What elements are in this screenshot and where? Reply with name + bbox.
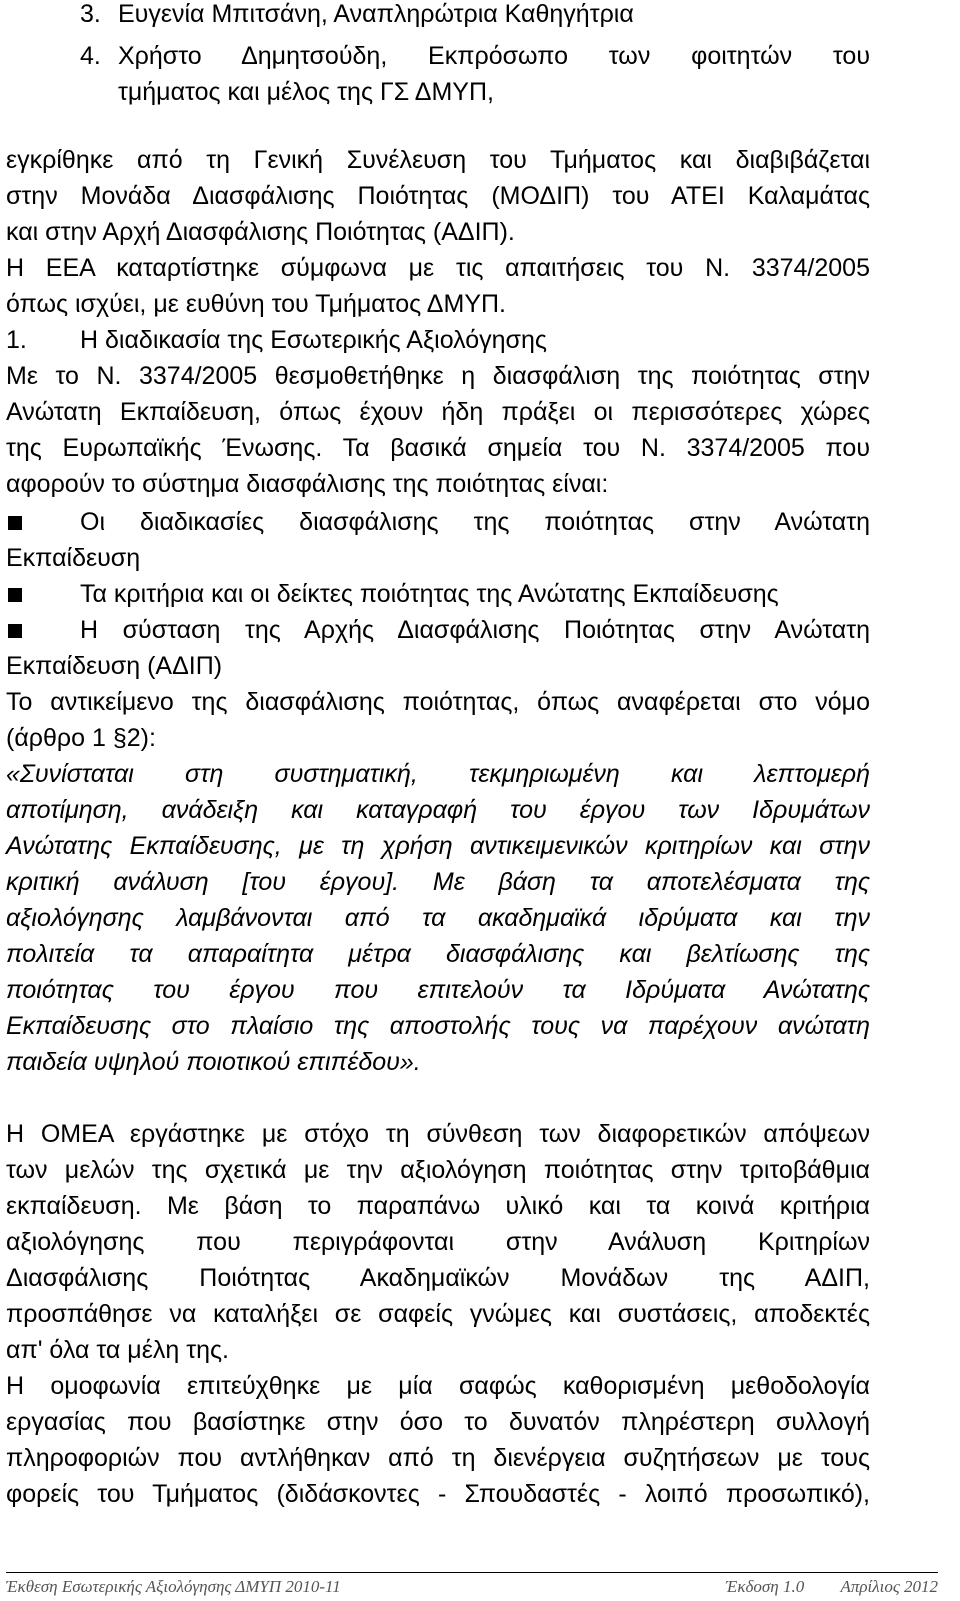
section-number: 1. — [6, 326, 27, 354]
bullet-item: Η σύσταση της Αρχής Διασφάλισης Ποιότητας στην Ανώτατη — [6, 612, 870, 648]
footer-rule — [6, 1572, 938, 1573]
paragraph-line: εγκρίθηκε από τη Γενική Συνέλευση του Τμήματος και διαβιβάζεται — [6, 146, 870, 174]
footer-edition: Έκδοση 1.0 — [725, 1577, 805, 1596]
paragraph-line: εκπαίδευση. Με βάση το παραπάνω υλικό και τα κοινά κριτήρια — [6, 1192, 870, 1220]
bullet-continuation: Εκπαίδευση (ΑΔΙΠ) — [6, 652, 223, 680]
paragraph-line: Η ΟΜΕΑ εργάστηκε με στόχο τη σύνθεση των διαφορετικών απόψεων — [6, 1120, 870, 1148]
quote-line: Εκπαίδευσης στο πλαίσιο της αποστολής τους να παρέχουν ανώτατη — [6, 1012, 870, 1040]
bullet-square-icon — [8, 516, 22, 530]
quote-line: πολιτεία τα απαραίτητα μέτρα διασφάλισης και βελτίωσης της — [6, 940, 870, 968]
list-item-4-continuation: τμήματος και μέλος της ΓΣ ΔΜΥΠ, — [118, 78, 494, 106]
paragraph-line: προσπάθησε να καταλήξει σε σαφείς γνώμες και συστάσεις, αποδεκτές — [6, 1300, 870, 1328]
section-title: Η διαδικασία της Εσωτερικής Αξιολόγησης — [80, 326, 547, 354]
quote-line: αξιολόγησης λαμβάνονται από τα ακαδημαϊκά ιδρύματα και την — [6, 904, 870, 932]
paragraph-line: αφορούν το σύστημα διασφάλισης της ποιότητας είναι: — [6, 470, 609, 498]
paragraph-line: Το αντικείμενο της διασφάλισης ποιότητας, όπως αναφέρεται στο νόμο — [6, 688, 870, 716]
quote-line: κριτική ανάλυση [του έργου]. Με βάση τα αποτελέσματα της — [6, 868, 870, 896]
paragraph-line: Διασφάλισης Ποιότητας Ακαδημαϊκών Μονάδων της ΑΔΙΠ, — [6, 1264, 870, 1292]
bullet-square-icon — [8, 588, 22, 602]
quote-line: αποτίμηση, ανάδειξη και καταγραφή του έργου των Ιδρυμάτων — [6, 796, 870, 824]
paragraph-line: απ' όλα τα μέλη της. — [6, 1336, 229, 1364]
quote-line: ποιότητας του έργου που επιτελούν τα Ιδρύματα Ανώτατης — [6, 976, 870, 1004]
quote-line: Ανώτατης Εκπαίδευσης, με τη χρήση αντικειμενικών κριτηρίων και στην — [6, 832, 870, 860]
paragraph-line: Η ομοφωνία επιτεύχθηκε με μία σαφώς καθορισμένη μεθοδολογία — [6, 1372, 870, 1400]
bullet-item: Τα κριτήρια και οι δείκτες ποιότητας της Ανώτατης Εκπαίδευσης — [6, 576, 870, 612]
paragraph-line: και στην Αρχή Διασφάλισης Ποιότητας (ΑΔΙΠ). — [6, 218, 515, 246]
paragraph-line: όπως ισχύει, με ευθύνη του Τμήματος ΔΜΥΠ. — [6, 290, 506, 318]
paragraph-line: εργασίας που βασίστηκε στην όσο το δυνατόν πληρέστερη συλλογή — [6, 1408, 870, 1436]
paragraph-line: Με το Ν. 3374/2005 θεσμοθετήθηκε η διασφάλιση της ποιότητας στην — [6, 362, 870, 390]
paragraph-line: πληροφοριών που αντλήθηκαν από τη διενέργεια συζητήσεων με τους — [6, 1444, 870, 1472]
paragraph-line: της Ευρωπαϊκής Ένωσης. Τα βασικά σημεία του Ν. 3374/2005 που — [6, 434, 870, 462]
footer-date: Απρίλιος 2012 — [840, 1577, 938, 1596]
footer-meta — [694, 1577, 938, 1597]
quote-line: παιδεία υψηλού ποιοτικού επιπέδου». — [6, 1048, 421, 1076]
document-page: 3. Ευγενία Μπιτσάνη, Αναπληρώτρια Καθηγήτρια 4. Χρήστο Δημητσούδη, Εκπρόσωπο των φοιτητών του τμήματος και μέλος της ΓΣ ΔΜΥΠ, εγκρίθηκε από τη Γενική Συνέλευση του Τμήματος και διαβιβάζεται στην Μονάδα Διασφάλισης Ποιότητας (ΜΟΔΙΠ) του ΑΤΕΙ Καλαμάτας και στην Αρχή Διασφάλισης Ποιότητας (ΑΔΙΠ). Η ΕΕΑ καταρτίστηκε σύμφωνα με τις απαιτήσεις του Ν. 3374/2005 όπως ισχύει, με ευθύνη του Τμήματος ΔΜΥΠ. 1. Η διαδικασία της Εσωτερικής Αξιολόγησης Με το Ν. 3374/2005 θεσμοθετήθηκε η διασφάλιση της ποιότητας στην Ανώτατη Εκπαίδευση, όπως έχουν ήδη πράξει οι περισσότερες χώρες της Ευρωπαϊκής Ένωσης. Τα βασικά σημεία του Ν. 3374/2005 που αφορούν το σύστημα διασφάλισης της ποιότητας είναι: Οι διαδικασίες διασφάλισης της ποιότητας στην Ανώτατη Εκπαίδευση Τα κριτήρια και οι δείκτες ποιότητας της Ανώτατης Εκπαίδευσης Η σύσταση της Αρχής Διασφάλισης Ποιότητας στην Ανώτατη Εκπαίδευση (ΑΔΙΠ) Το αντικείμενο της διασφάλισης ποιότητας, όπως αναφέρεται στο νόμο (άρθρο 1 §2): «Συνίσταται στη συστηματική, τεκμηριωμένη και λεπτομερή αποτίμηση, ανάδειξη και καταγραφή του έργου των Ιδρυμάτων Ανώτατης Εκπαίδευσης, με τη χρήση αντικειμενικών κριτηρίων και στην κριτική ανάλυση [του έργου]. Με βάση τα αποτελέσματα της αξιολόγησης λαμβάνονται από τα ακαδημαϊκά ιδρύματα και την πολιτεία τα απαραίτητα μέτρα διασφάλισης και βελτίωσης της ποιότητας του έργου που επιτελούν τα Ιδρύματα Ανώτατης Εκπαίδευσης στο πλαίσιο της αποστολής τους να παρέχουν ανώτατη παιδεία υψηλού ποιοτικού επιπέδου». Η ΟΜΕΑ εργάστηκε με στόχο τη σύνθεση των διαφορετικών απόψεων των μελών της σχετικά με την αξιολόγηση ποιότητας στην τριτοβάθμια εκπαίδευση. Με βάση το παραπάνω υλικό και τα κοινά κριτήρια αξιολόγησης που περιγράφονται στην Ανάλυση Κριτηρίων Διασφάλισης Ποιότητας Ακαδημαϊκών Μονάδων της ΑΔΙΠ, προσπάθησε να καταλήξει σε σαφείς γνώμες και συστάσεις, αποδεκτές απ' όλα τα μέλη της. Η ομοφωνία επιτεύχθηκε με μία σαφώς καθορισμένη μεθοδολογία εργασίας που βασίστηκε στην όσο το δυνατόν πληρέστερη συλλογή πληροφοριών που αντλήθηκαν από τη διενέργεια συζητήσεων με τους φορείς του Τμήματος (διδάσκοντες - Σπουδαστές - λοιπό προσωπικό), Έκθεση Εσωτερικής Αξιολόγησης ΔΜΥΠ 2010-11 Έκδοση 1.0 Απρίλιος 2012 — [0, 0, 960, 1601]
bullet-square-icon — [8, 624, 22, 638]
paragraph-line: των μελών της σχετικά με την αξιολόγηση ποιότητας στην τριτοβάθμια — [6, 1156, 870, 1184]
bullet-continuation: Εκπαίδευση — [6, 544, 141, 572]
paragraph-line: στην Μονάδα Διασφάλισης Ποιότητας (ΜΟΔΙΠ) του ΑΤΕΙ Καλαμάτας — [6, 182, 870, 210]
paragraph-line: (άρθρο 1 §2): — [6, 724, 156, 752]
bullet-item: Οι διαδικασίες διασφάλισης της ποιότητας στην Ανώτατη — [6, 504, 870, 540]
section-heading — [6, 322, 870, 358]
paragraph-line: αξιολόγησης που περιγράφονται στην Ανάλυση Κριτηρίων — [6, 1228, 870, 1256]
paragraph-line: Ανώτατη Εκπαίδευση, όπως έχουν ήδη πράξει οι περισσότερες χώρες — [6, 398, 870, 426]
quote-line: «Συνίσταται στη συστηματική, τεκμηριωμένη και λεπτομερή — [6, 760, 870, 788]
footer-title: Έκθεση Εσωτερικής Αξιολόγησης ΔΜΥΠ 2010-11 — [6, 1577, 341, 1596]
paragraph-line: φορείς του Τμήματος (διδάσκοντες - Σπουδαστές - λοιπό προσωπικό), — [6, 1480, 870, 1508]
paragraph-line: Η ΕΕΑ καταρτίστηκε σύμφωνα με τις απαιτήσεις του Ν. 3374/2005 — [6, 254, 870, 282]
